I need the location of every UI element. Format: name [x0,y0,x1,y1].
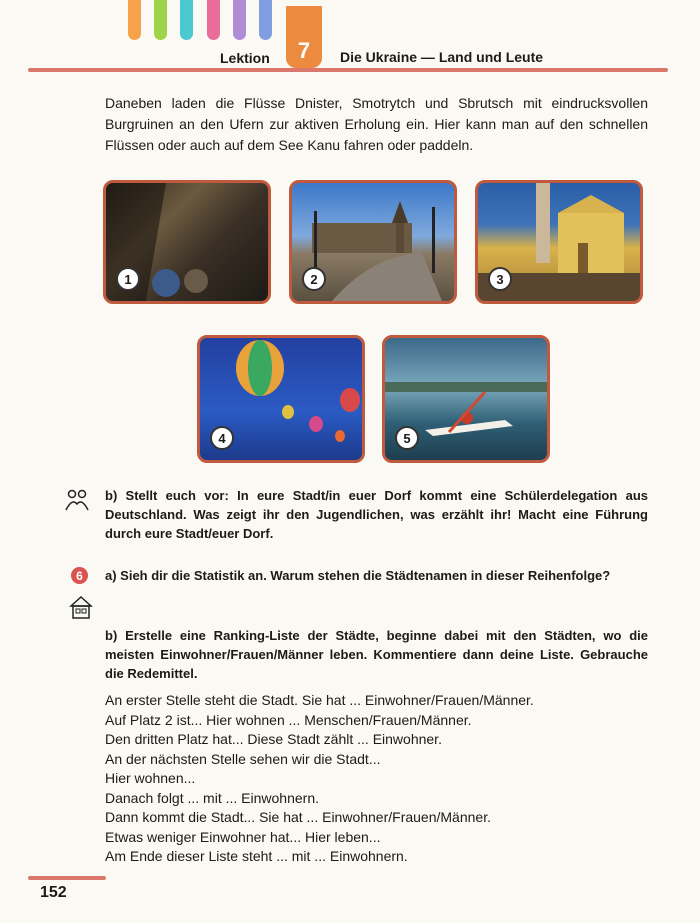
phrase-line: Hier wohnen... [105,770,196,786]
lektion-number-badge: 7 [286,6,322,68]
task-a-text: a) Sieh dir die Statistik an. Warum stehen die Städtenamen in dieser Reihenfolge? [105,568,611,583]
photo-number: 5 [395,426,419,450]
homework-house-icon [68,594,94,620]
phrase-line: Auf Platz 2 ist... Hier wohnen ... Menschen/Frauen/Männer. [105,711,472,728]
photo-number: 2 [302,267,326,291]
pair-work-icon [64,488,90,514]
phrase-line: Etwas weniger Einwohner hat... Hier leben... [105,828,381,845]
photo-number: 1 [116,267,140,291]
photo-hot-air-balloons [197,335,365,463]
phrase-line: Danach folgt ... mit ... Einwohnern. [105,789,319,806]
lektion-label: Lektion [220,50,270,66]
phrase-line: Dann kommt die Stadt... Sie hat ... Einwohner/Frauen/Männer. [105,809,491,825]
intro-paragraph: Daneben laden die Flüsse Dnister, Smotrytch und Sbrutsch mit eindrucksvollen Burgruinen an den Ufern zur aktiven Erholung ein. Hier kann man auf den schnellen Flüssen oder auch auf dem See Kanu fahren oder paddeln. [105,95,648,153]
chapter-tab-violet [233,0,246,40]
photo-cathedral [475,180,643,304]
phrase-line: Am Ende dieser Liste steht ... mit ... Einwohnern. [105,848,408,864]
phrase-line: An erster Stelle steht die Stadt. Sie hat ... Einwohner/Frauen/Männer. [105,692,534,708]
chapter-tab-green [154,0,167,40]
photo-cave [103,180,271,304]
photo-number: 3 [488,267,512,291]
phrase-line: An der nächsten Stelle sehen wir die Stadt... [105,750,381,767]
redemittel-list [105,691,665,867]
header-divider [28,68,668,72]
footer-divider [28,876,106,880]
phrase-line: Den dritten Platz hat... Diese Stadt zählt ... Einwohner. [105,731,442,747]
page-number: 152 [40,884,67,901]
exercise-number-badge: 6 [71,567,88,584]
chapter-tab-pink [207,0,220,40]
chapter-tab-orange [128,0,141,40]
photo-number: 4 [210,426,234,450]
task-b-ranking-text: b) Erstelle eine Ranking-Liste der Städte, beginne dabei mit den Städten, wo die meisten Einwohner/Frauen/Männer leben. Kommentiere dann deine Liste. Gebrauche die Redemittel. [105,628,648,681]
photo-kayak [382,335,550,463]
task-b-text: b) Stellt euch vor: In eure Stadt/in euer Dorf kommt eine Schülerdelegation aus Deutschland. Was zeigt ihr den Jugendlichen, was erzählt ihr! Macht eine Führung durch eure Stadt/euer Dorf. [105,488,648,541]
photo-castle-bridge [289,180,457,304]
chapter-tab-cyan [180,0,193,40]
chapter-tab-blue [259,0,272,40]
lektion-title: Die Ukraine — Land und Leute [340,49,544,65]
